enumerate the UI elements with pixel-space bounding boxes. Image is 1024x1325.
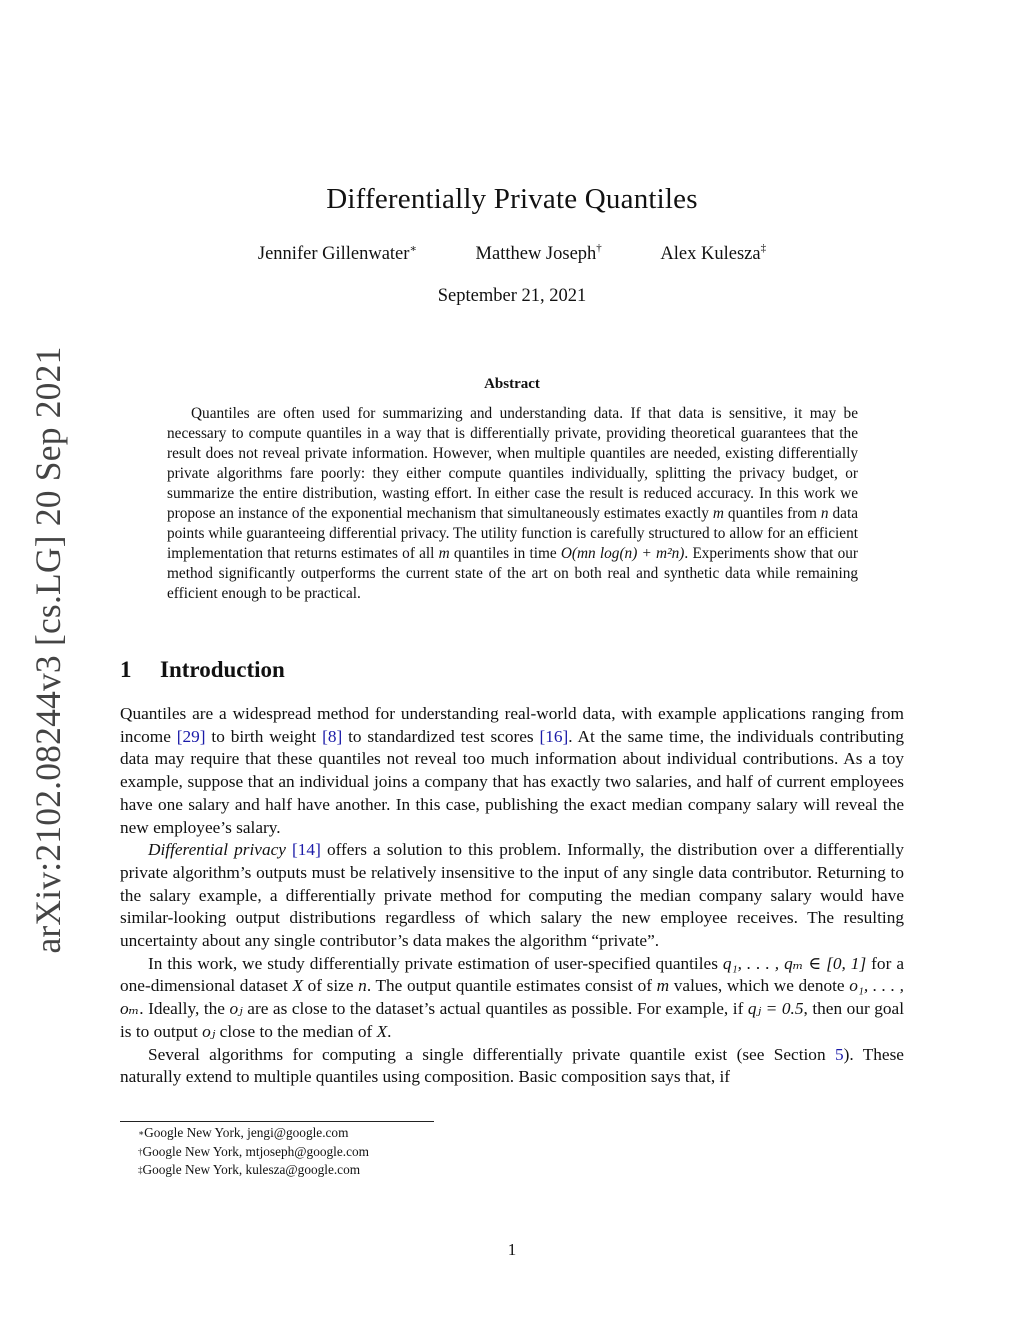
- page-number: 1: [507, 1240, 517, 1259]
- section-heading: [120, 657, 285, 683]
- author-footnote-mark: †: [596, 242, 602, 254]
- citation-link[interactable]: [16]: [539, 726, 569, 746]
- section-title: Introduction: [160, 657, 285, 682]
- publication-date: September 21, 2021: [437, 286, 587, 306]
- footnotes: [120, 1124, 369, 1180]
- paragraph: Quantiles are a widespread method for understanding real-world data, with example applications ranging from income [29] to birth weight [8] to standardized test scores [16]. At the same time, the individuals contributing data may require that these quantiles not reveal too much information about individual contributions. As a toy example, suppose that an individual joins a company that has exactly two salaries, and half of current employees have one salary and half have another. In this case, publishing the exact median company salary will reveal the new employee’s salary.: [120, 704, 905, 837]
- section-number: 1: [120, 657, 132, 682]
- author: [476, 244, 602, 265]
- author: [258, 244, 417, 265]
- author-footnote-mark: ‡: [760, 242, 767, 254]
- author-name: Jennifer Gillenwater: [257, 244, 410, 264]
- footnote: ‡Google New York, kulesza@google.com: [138, 1162, 361, 1177]
- complexity-formula: O(mn log(n) + m²n): [560, 545, 685, 562]
- paragraph: Differential privacy [14] offers a solution to this problem. Informally, the distribution over a differentially private algorithm’s outputs must be relatively insensitive to the input of any single data contributor. Returning to the salary example, a differentially private method for computing the median company salary would have similar-looking output distributions regardless of which salary the new employee receives. The resulting uncertainty about any single contributor’s data makes the algorithm “private”.: [120, 840, 904, 951]
- section-reference-link[interactable]: 5: [834, 1044, 844, 1064]
- author-list: [0, 244, 1024, 265]
- author-name: Alex Kulesza: [660, 244, 761, 264]
- author-name: Matthew Joseph: [475, 244, 597, 264]
- emphasis-term: Differential privacy: [148, 840, 286, 860]
- citation-link[interactable]: [8]: [322, 726, 343, 746]
- citation-link[interactable]: [29]: [176, 726, 206, 746]
- abstract-heading: Abstract: [484, 376, 540, 392]
- paper-title: Differentially Private Quantiles: [326, 183, 698, 215]
- paragraph: In this work, we study differentially private estimation of user-specified quantiles q₁, . . . , qₘ ∈ [0, 1] for a one-dimensional dataset X of size n. The output quantile estimates consist of m values, which we denote o₁, . . . , oₘ. Ideally, the oⱼ are as close to the dataset’s actual quantiles as possible. For example, if qⱼ = 0.5, then our goal is to output oⱼ close to the median of X.: [120, 953, 905, 1041]
- footnote: †Google New York, mtjoseph@google.com: [138, 1143, 369, 1159]
- citation-link[interactable]: [14]: [292, 840, 321, 860]
- author-footnote-mark: ∗: [409, 243, 417, 255]
- paragraph: Several algorithms for computing a single differentially private quantile exist (see Section 5). These naturally extend to multiple quantiles using composition. Basic composition says that, if: [120, 1044, 904, 1087]
- arxiv-identifier: arXiv:2102.08244v3 [cs.LG] 20 Sep 2021: [28, 346, 68, 954]
- arxiv-sidebar: [18, 346, 78, 954]
- footnote-divider: [120, 1121, 434, 1122]
- footnote: ∗Google New York, jengi@google.com: [138, 1125, 349, 1140]
- abstract-text: Quantiles are often used for summarizing and understanding data. If that data is sensitive, it may be necessary to compute quantiles in a way that is differentially private, providing theoretical guarantees that the result does not reveal private information. However, when multiple quantiles are needed, existing differentially private algorithms fare poorly: they either compute quantiles individually, splitting the privacy budget, or summarize the entire distribution, wasting effort. In either case the result is reduced accuracy. In this work we propose an instance of the exponential mechanism that simultaneously estimates exactly m quantiles from n data points while guaranteeing differential privacy. The utility function is carefully structured to allow for an efficient implementation that returns estimates of all m quantiles in time O(mn log(n) + m²n). Experiments show that our method significantly outperforms the current state of the art on both real and synthetic data while remaining efficient enough to be practical.: [167, 405, 859, 602]
- section-body: [120, 703, 904, 1089]
- author: [660, 244, 766, 265]
